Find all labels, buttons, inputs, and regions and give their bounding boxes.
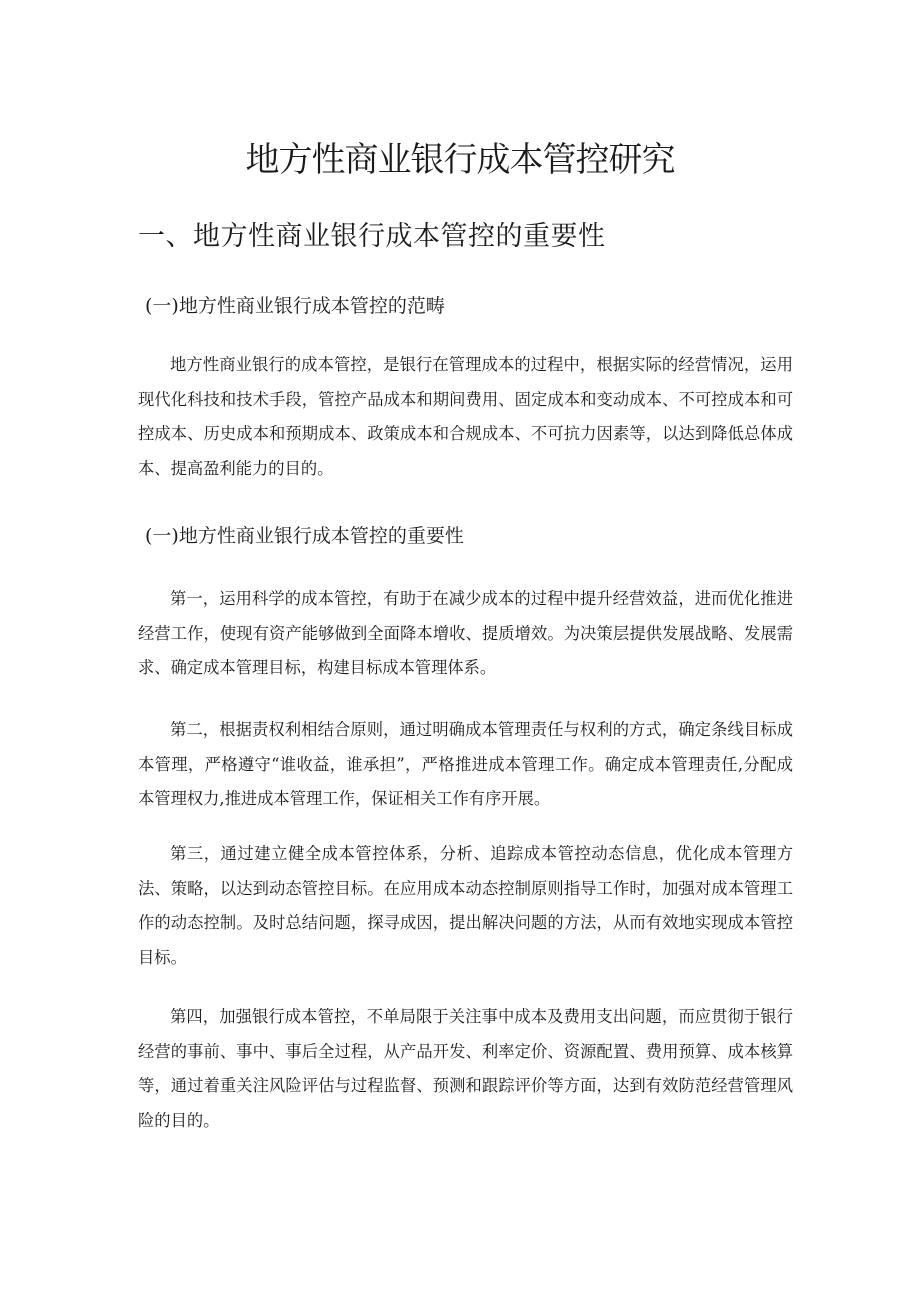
paragraph-point-4: 第四，加强银行成本管控，不单局限于关注事中成本及费用支出问题，而应贯彻于银行经营的事前、事中、事后全过程，从产品开发、利率定价、资源配置、费用预算、成本核算等，通过着重关注风险评估与过程监督、预测和跟踪评价等方面，达到有效防范经营管理风险的目的。: [138, 1007, 793, 1130]
paragraph-point-2: 第二，根据责权利相结合原则，通过明确成本管理责任与权利的方式，确定条线目标成本管理，严格遵守“谁收益，谁承担”，严格推进成本管理工作。确定成本管理责任,分配成本管理权力,推进成本管理工作，保证相关工作有序开展。: [138, 720, 793, 808]
subsection-heading-scope: (一)地方性商业银行成本管控的范畴: [145, 295, 445, 317]
paragraph-point-1: 第一，运用科学的成本管控，有助于在减少成本的过程中提升经营效益，进而优化推进经营工作，使现有资产能够做到全面降本增收、提质增效。为决策层提供发展战略、发展需求、确定成本管理目标，构建目标成本管理体系。: [138, 589, 793, 677]
paragraph-point-3: 第三，通过建立健全成本管控体系，分析、追踪成本管控动态信息，优化成本管理方法、策略，以达到动态管控目标。在应用成本动态控制原则指导工作时，加强对成本管理工作的动态控制。及时总结问题，探寻成因，提出解决问题的方法，从而有效地实现成本管控目标。: [138, 844, 793, 967]
section-heading: 一、地方性商业银行成本管控的重要性: [138, 221, 606, 252]
subsection-heading-importance: (一)地方性商业银行成本管控的重要性: [145, 525, 464, 547]
paragraph-scope: 地方性商业银行的成本管控，是银行在管理成本的过程中，根据实际的经营情况，运用现代化科技和技术手段，管控产品成本和期间费用、固定成本和变动成本、不可控成本和可控成本、历史成本和预期成本、政策成本和合规成本、不可抗力因素等，以达到降低总体成本、提高盈利能力的目的。: [138, 355, 793, 478]
document-title: 地方性商业银行成本管控研究: [245, 140, 675, 180]
